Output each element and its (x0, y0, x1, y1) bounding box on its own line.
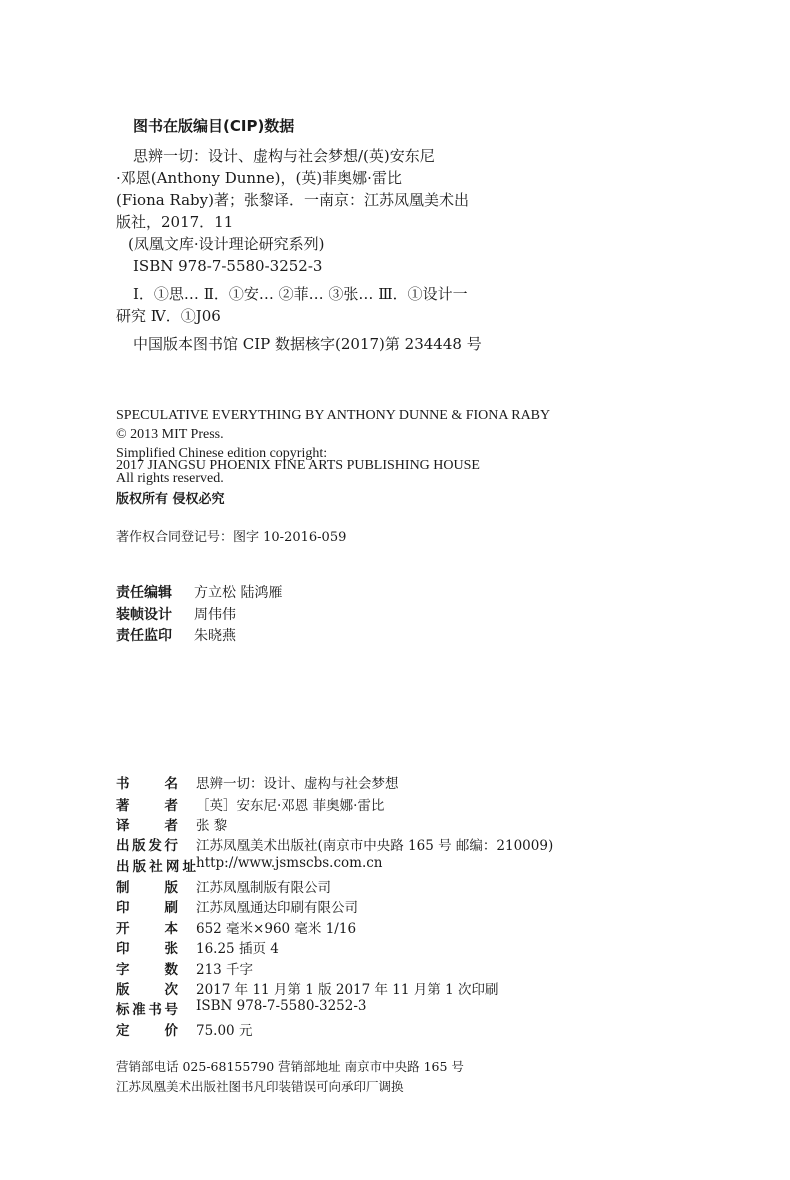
info-row-isbn (116, 998, 367, 1018)
info-label: 著者 (116, 798, 178, 814)
cip-line: 中国版本图书馆 CIP 数据核字(2017)第 234448 号 (133, 335, 482, 353)
staff-label: 责任监印 (116, 628, 172, 644)
info-row-plate-making (116, 876, 331, 896)
copyright-en-line: © 2013 MIT Press. (116, 427, 224, 442)
info-row-word-count (116, 958, 253, 978)
info-row-edition (116, 978, 498, 998)
cip-line: ISBN 978-7-5580-3252-3 (133, 257, 323, 275)
info-row-authors (116, 794, 384, 814)
staff-row (116, 582, 282, 602)
info-row-website (116, 855, 383, 875)
info-label: 出版发行 (116, 838, 178, 854)
marketing-contact: 营销部电话 025-68155790 营销部地址 南京市中央路 165 号 (116, 1059, 464, 1074)
copyright-en-line: Simplified Chinese edition copyright: (116, 446, 328, 461)
info-value: 思辨一切：设计、虚构与社会梦想 (196, 776, 399, 792)
staff-value: 朱晓燕 (194, 628, 236, 644)
cip-title: 图书在版编目(CIP)数据 (133, 117, 295, 135)
info-value: 213 千字 (196, 962, 254, 978)
cip-line: 版社，2017．11 (116, 213, 234, 231)
info-row-price (116, 1019, 252, 1039)
info-label: 标准书号 (116, 1002, 178, 1018)
info-value: 张 黎 (196, 818, 228, 834)
staff-label: 装帧设计 (116, 607, 172, 623)
cip-line: (Fiona Raby)著；张黎译．一南京：江苏凤凰美术出 (116, 191, 469, 209)
info-value: 江苏凤凰通达印刷有限公司 (196, 900, 358, 916)
info-label: 开本 (116, 921, 178, 937)
info-row-printing (116, 896, 358, 916)
info-label: 制版 (116, 880, 178, 896)
info-row-format (116, 917, 356, 937)
publisher-website: http://www.jsmscbs.com.cn (196, 855, 383, 871)
info-value: 江苏凤凰美术出版社(南京市中央路 165 号 邮编：210009) (196, 838, 554, 854)
info-label: 印张 (116, 941, 178, 957)
info-row-sheets (116, 937, 279, 957)
copyright-en-line: 2017 JIANGSU PHOENIX FINE ARTS PUBLISHING HOUSE (116, 458, 480, 473)
info-label: 字数 (116, 962, 178, 978)
copyright-registration: 著作权合同登记号：图字 10-2016-059 (116, 530, 347, 545)
staff-value: 方立松 陆鸿雁 (194, 585, 283, 601)
info-row-publisher (116, 834, 553, 854)
info-value: ［英］安东尼·邓恩 菲奥娜·雷比 (196, 798, 385, 814)
copyright-en-line: All rights reserved. (116, 471, 224, 486)
cip-line: 思辨一切：设计、虚构与社会梦想/(英)安东尼 (133, 147, 435, 165)
info-row-title (116, 772, 399, 792)
cip-line: 研究 Ⅳ．①J06 (116, 307, 221, 325)
staff-row (116, 604, 236, 624)
info-label: 定价 (116, 1023, 178, 1039)
info-value: 652 毫米×960 毫米 1/16 (196, 921, 357, 937)
cip-line: ·邓恩(Anthony Dunne)，(英)菲奥娜·雷比 (116, 169, 402, 187)
cip-line: Ⅰ．①思… Ⅱ．①安… ②菲… ③张… Ⅲ．①设计一 (133, 285, 468, 303)
info-label: 出版社网址 (116, 859, 196, 875)
copyright-en-line: SPECULATIVE EVERYTHING BY ANTHONY DUNNE & FIONA RABY (116, 408, 551, 423)
misprint-notice: 江苏凤凰美术出版社图书凡印装错误可向承印厂调换 (116, 1079, 404, 1094)
info-value: ISBN 978-7-5580-3252-3 (196, 998, 367, 1014)
info-label: 印刷 (116, 900, 178, 916)
info-value: 江苏凤凰制版有限公司 (196, 880, 331, 896)
info-value: 2017 年 11 月第 1 版 2017 年 11 月第 1 次印刷 (196, 982, 499, 998)
staff-label: 责任编辑 (116, 585, 172, 601)
info-value: 75.00 元 (196, 1023, 253, 1039)
staff-value: 周伟伟 (194, 607, 236, 623)
info-value: 16.25 插页 4 (196, 941, 279, 957)
info-label: 版次 (116, 982, 178, 998)
info-label: 译者 (116, 818, 178, 834)
info-row-translator (116, 814, 227, 834)
cip-line: (凤凰文库·设计理论研究系列) (128, 235, 325, 253)
rights-reserved-cn: 版权所有 侵权必究 (116, 492, 225, 507)
staff-row (116, 625, 236, 645)
info-label: 书名 (116, 776, 178, 792)
